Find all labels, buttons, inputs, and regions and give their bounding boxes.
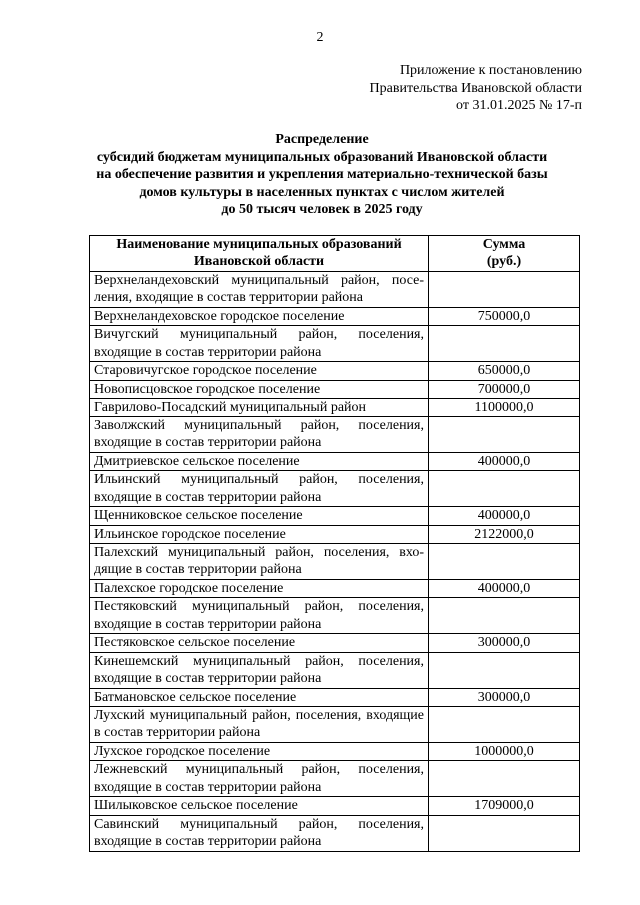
row-name: Вичугский муниципальный район, поселения, входящие в состав территории района [90, 326, 429, 362]
appendix-line: Приложение к постановлению [399, 63, 582, 78]
title-line: домов культуры в населенных пунктах с числом жителей [139, 184, 505, 200]
table-row [90, 815, 580, 851]
table-row [90, 652, 580, 688]
row-amount: 750000,0 [429, 308, 580, 326]
table-header-row [90, 236, 580, 272]
table-row [90, 362, 580, 380]
row-name: Ильинский муниципальный район, поселения, входящие в состав территории района [90, 471, 429, 507]
table-row [90, 417, 580, 453]
row-name: Шилыковское сельское поселение [90, 797, 429, 815]
table-row [90, 453, 580, 471]
row-amount: 1100000,0 [429, 398, 580, 416]
row-amount: 400000,0 [429, 507, 580, 525]
header-amount-cell [429, 236, 580, 272]
table-row [90, 398, 580, 416]
table-row [90, 688, 580, 706]
row-name: Лухское городское поселение [90, 742, 429, 760]
row-amount [429, 761, 580, 797]
row-name: Кинешемский муниципальный район, поселения, входящие в состав территории района [90, 652, 429, 688]
title-line: до 50 тысяч человек в 2025 году [221, 202, 423, 217]
row-amount: 1709000,0 [429, 797, 580, 815]
table-row [90, 761, 580, 797]
row-amount [429, 544, 580, 580]
row-name: Гаврилово-Посадский муниципальный район [90, 398, 429, 416]
row-amount [429, 652, 580, 688]
table-row [90, 544, 580, 580]
row-name: Щенниковское сельское поселение [90, 507, 429, 525]
row-name: Заволжский муниципальный район, поселения, входящие в состав территории района [90, 417, 429, 453]
row-name: Верхнеландеховское городское поселение [90, 308, 429, 326]
row-amount: 300000,0 [429, 634, 580, 652]
table-row [90, 326, 580, 362]
row-amount [429, 815, 580, 851]
row-name: Палехское городское поселение [90, 580, 429, 598]
row-amount [429, 417, 580, 453]
table-row [90, 272, 580, 308]
row-amount [429, 471, 580, 507]
row-name: Старовичугское городское поселение [90, 362, 429, 380]
header-amount-line: Сумма [482, 237, 526, 252]
row-name: Пестяковский муниципальный район, поселения, входящие в состав территории района [90, 598, 429, 634]
header-amount-line: (руб.) [486, 254, 522, 270]
title-line: Распределение [275, 132, 369, 147]
title-line: субсидий бюджетам муниципальных образований Ивановской области [96, 149, 548, 165]
row-amount [429, 272, 580, 308]
header-name-line: Ивановской области [193, 254, 325, 270]
row-name: Дмитриевское сельское поселение [90, 453, 429, 471]
table-row [90, 634, 580, 652]
row-amount: 2122000,0 [429, 525, 580, 543]
document-title [60, 131, 584, 219]
row-amount: 300000,0 [429, 688, 580, 706]
table-row [90, 308, 580, 326]
table-row [90, 706, 580, 742]
row-amount: 1000000,0 [429, 742, 580, 760]
table-row [90, 598, 580, 634]
row-name: Палехский муниципальный район, поселения, вхо-дящие в состав территории района [90, 544, 429, 580]
appendix-note [370, 62, 582, 115]
row-name: Савинский муниципальный район, поселения, входящие в состав территории района [90, 815, 429, 851]
table-row [90, 742, 580, 760]
row-name: Батмановское сельское поселение [90, 688, 429, 706]
page-number: 2 [316, 30, 324, 45]
row-amount: 700000,0 [429, 380, 580, 398]
row-name: Верхнеландеховский муниципальный район, посе-ления, входящие в состав территории района [90, 272, 429, 308]
table-row [90, 471, 580, 507]
appendix-line: от 31.01.2025 № 17-п [456, 98, 582, 113]
row-amount: 650000,0 [429, 362, 580, 380]
subsidy-table [89, 235, 580, 852]
table-row [90, 797, 580, 815]
table-row [90, 507, 580, 525]
row-name: Ильинское городское поселение [90, 525, 429, 543]
title-line: на обеспечение развития и укрепления материально-технической базы [96, 167, 548, 182]
row-name: Пестяковское сельское поселение [90, 634, 429, 652]
table-row [90, 380, 580, 398]
row-amount [429, 706, 580, 742]
table-row [90, 580, 580, 598]
appendix-line: Правительства Ивановской области [369, 80, 582, 96]
row-amount [429, 326, 580, 362]
header-name-line: Наименование муниципальных образований [116, 237, 402, 252]
row-name: Лежневский муниципальный район, поселения, входящие в состав территории района [90, 761, 429, 797]
row-amount: 400000,0 [429, 580, 580, 598]
row-name: Новописцовское городское поселение [90, 380, 429, 398]
row-name: Лухский муниципальный район, поселения, входящие в состав территории района [90, 706, 429, 742]
table-row [90, 525, 580, 543]
header-name-cell [90, 236, 429, 272]
row-amount [429, 598, 580, 634]
row-amount: 400000,0 [429, 453, 580, 471]
